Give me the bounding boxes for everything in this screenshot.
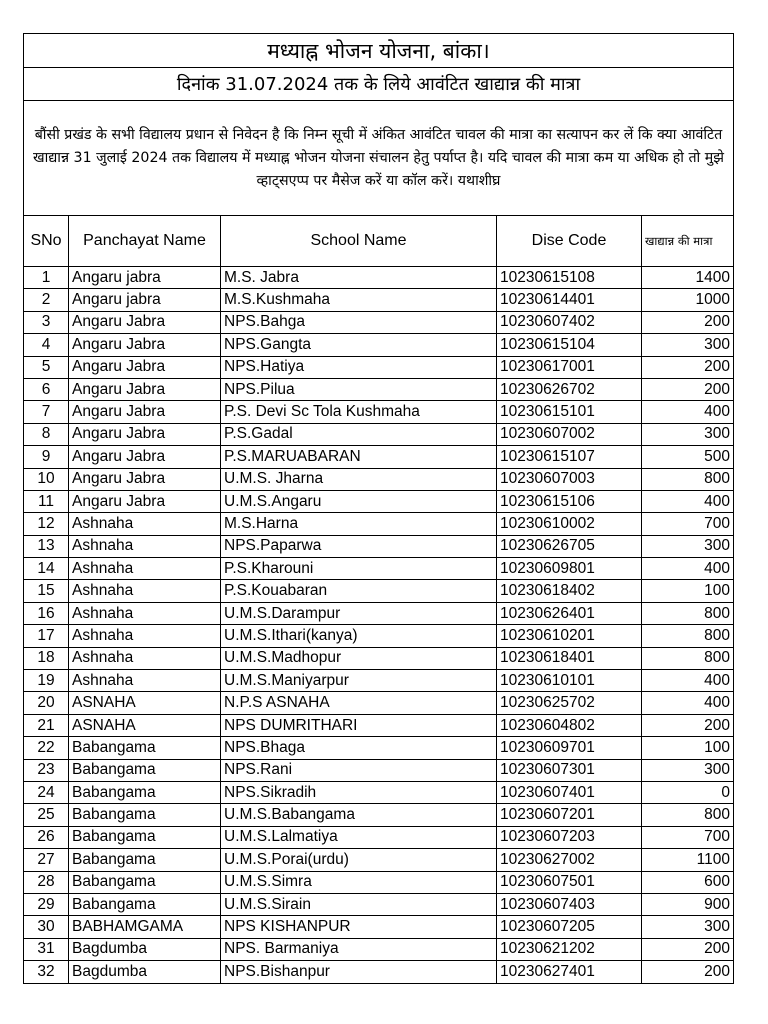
- cell-school: U.M.S.Angaru: [221, 490, 497, 512]
- cell-sno: 14: [24, 558, 69, 580]
- document-subtitle: दिनांक 31.07.2024 तक के लिये आवंटित खाद्यान्न की मात्रा: [24, 68, 734, 101]
- cell-school: N.P.S ASNAHA: [221, 692, 497, 714]
- cell-panchayat: Angaru Jabra: [69, 468, 221, 490]
- cell-school: NPS. Barmaniya: [221, 938, 497, 960]
- cell-dise-code: 10230607501: [497, 871, 642, 893]
- table-row: [24, 916, 734, 938]
- table-row: [24, 446, 734, 468]
- table-row: [24, 961, 734, 983]
- cell-quantity: 400: [642, 490, 734, 512]
- cell-dise-code: 10230607003: [497, 468, 642, 490]
- cell-sno: 13: [24, 535, 69, 557]
- cell-sno: 22: [24, 737, 69, 759]
- cell-sno: 18: [24, 647, 69, 669]
- cell-school: P.S. Devi Sc Tola Kushmaha: [221, 401, 497, 423]
- cell-panchayat: Ashnaha: [69, 580, 221, 602]
- cell-quantity: 400: [642, 692, 734, 714]
- cell-quantity: 900: [642, 893, 734, 915]
- cell-panchayat: Angaru Jabra: [69, 401, 221, 423]
- table-row: [24, 558, 734, 580]
- cell-dise-code: 10230626401: [497, 602, 642, 624]
- cell-sno: 16: [24, 602, 69, 624]
- cell-panchayat: Babangama: [69, 804, 221, 826]
- table-row: [24, 378, 734, 400]
- table-row: [24, 737, 734, 759]
- cell-panchayat: Babangama: [69, 893, 221, 915]
- table-row: [24, 781, 734, 803]
- cell-school: NPS DUMRITHARI: [221, 714, 497, 736]
- cell-panchayat: BABHAMGAMA: [69, 916, 221, 938]
- cell-quantity: 400: [642, 401, 734, 423]
- cell-school: P.S.Kouabaran: [221, 580, 497, 602]
- cell-sno: 11: [24, 490, 69, 512]
- cell-sno: 7: [24, 401, 69, 423]
- table-row: [24, 334, 734, 356]
- cell-dise-code: 10230607403: [497, 893, 642, 915]
- cell-school: P.S.Gadal: [221, 423, 497, 445]
- cell-quantity: 100: [642, 580, 734, 602]
- cell-dise-code: 10230609801: [497, 558, 642, 580]
- cell-sno: 10: [24, 468, 69, 490]
- cell-school: NPS.Sikradih: [221, 781, 497, 803]
- cell-school: U.M.S.Sirain: [221, 893, 497, 915]
- cell-panchayat: ASNAHA: [69, 714, 221, 736]
- cell-panchayat: Angaru Jabra: [69, 490, 221, 512]
- cell-dise-code: 10230614401: [497, 289, 642, 311]
- cell-panchayat: Babangama: [69, 737, 221, 759]
- cell-panchayat: Ashnaha: [69, 513, 221, 535]
- cell-dise-code: 10230607402: [497, 311, 642, 333]
- cell-sno: 19: [24, 670, 69, 692]
- table-row: [24, 849, 734, 871]
- cell-quantity: 300: [642, 916, 734, 938]
- cell-sno: 24: [24, 781, 69, 803]
- cell-panchayat: Babangama: [69, 826, 221, 848]
- table-row: [24, 625, 734, 647]
- table-row: [24, 759, 734, 781]
- cell-sno: 25: [24, 804, 69, 826]
- header-panchayat: Panchayat Name: [69, 216, 221, 267]
- cell-dise-code: 10230627401: [497, 961, 642, 983]
- cell-dise-code: 10230625702: [497, 692, 642, 714]
- cell-panchayat: Ashnaha: [69, 558, 221, 580]
- cell-panchayat: Babangama: [69, 781, 221, 803]
- cell-sno: 15: [24, 580, 69, 602]
- cell-quantity: 200: [642, 356, 734, 378]
- cell-dise-code: 10230615104: [497, 334, 642, 356]
- document-title: मध्याह्न भोजन योजना, बांका।: [24, 34, 734, 68]
- cell-school: NPS.Hatiya: [221, 356, 497, 378]
- cell-dise-code: 10230607401: [497, 781, 642, 803]
- cell-sno: 17: [24, 625, 69, 647]
- cell-panchayat: Angaru Jabra: [69, 311, 221, 333]
- table-row: [24, 356, 734, 378]
- cell-quantity: 1100: [642, 849, 734, 871]
- cell-quantity: 300: [642, 535, 734, 557]
- table-row: [24, 401, 734, 423]
- cell-school: M.S.Kushmaha: [221, 289, 497, 311]
- cell-dise-code: 10230609701: [497, 737, 642, 759]
- cell-quantity: 700: [642, 826, 734, 848]
- table-body: [24, 267, 734, 984]
- table-row: [24, 602, 734, 624]
- cell-sno: 4: [24, 334, 69, 356]
- cell-panchayat: Angaru jabra: [69, 289, 221, 311]
- cell-sno: 29: [24, 893, 69, 915]
- cell-panchayat: ASNAHA: [69, 692, 221, 714]
- table-row: [24, 804, 734, 826]
- cell-quantity: 800: [642, 804, 734, 826]
- table-row: [24, 893, 734, 915]
- cell-dise-code: 10230610101: [497, 670, 642, 692]
- table-row: [24, 267, 734, 289]
- cell-dise-code: 10230615101: [497, 401, 642, 423]
- allocation-table: [23, 33, 734, 984]
- cell-quantity: 200: [642, 311, 734, 333]
- cell-sno: 8: [24, 423, 69, 445]
- cell-school: U.M.S.Babangama: [221, 804, 497, 826]
- table-row: [24, 826, 734, 848]
- cell-dise-code: 10230604802: [497, 714, 642, 736]
- cell-panchayat: Ashnaha: [69, 670, 221, 692]
- cell-sno: 31: [24, 938, 69, 960]
- cell-panchayat: Ashnaha: [69, 647, 221, 669]
- cell-school: U.M.S.Lalmatiya: [221, 826, 497, 848]
- cell-dise-code: 10230621202: [497, 938, 642, 960]
- cell-quantity: 200: [642, 378, 734, 400]
- cell-dise-code: 10230610002: [497, 513, 642, 535]
- cell-panchayat: Angaru jabra: [69, 267, 221, 289]
- header-sno: SNo: [24, 216, 69, 267]
- cell-panchayat: Babangama: [69, 849, 221, 871]
- cell-panchayat: Babangama: [69, 871, 221, 893]
- table-row: [24, 423, 734, 445]
- cell-sno: 26: [24, 826, 69, 848]
- table-row: [24, 647, 734, 669]
- cell-sno: 1: [24, 267, 69, 289]
- cell-quantity: 200: [642, 938, 734, 960]
- cell-panchayat: Babangama: [69, 759, 221, 781]
- cell-quantity: 200: [642, 714, 734, 736]
- cell-sno: 5: [24, 356, 69, 378]
- cell-school: NPS.Rani: [221, 759, 497, 781]
- cell-dise-code: 10230627002: [497, 849, 642, 871]
- cell-dise-code: 10230626705: [497, 535, 642, 557]
- cell-dise-code: 10230615108: [497, 267, 642, 289]
- cell-quantity: 800: [642, 647, 734, 669]
- cell-school: NPS.Paparwa: [221, 535, 497, 557]
- cell-school: U.M.S.Madhopur: [221, 647, 497, 669]
- cell-panchayat: Angaru Jabra: [69, 334, 221, 356]
- cell-dise-code: 10230618401: [497, 647, 642, 669]
- table-row: [24, 670, 734, 692]
- table-row: [24, 468, 734, 490]
- cell-sno: 32: [24, 961, 69, 983]
- cell-school: NPS.Bishanpur: [221, 961, 497, 983]
- cell-quantity: 1000: [642, 289, 734, 311]
- header-row: [24, 216, 734, 267]
- cell-school: NPS.Bahga: [221, 311, 497, 333]
- cell-school: M.S. Jabra: [221, 267, 497, 289]
- cell-panchayat: Ashnaha: [69, 602, 221, 624]
- table-row: [24, 714, 734, 736]
- instruction-note: बौंसी प्रखंड के सभी विद्यालय प्रधान से निवेदन है कि निम्न सूची में अंकित आवंटित चावल की मात्रा का सत्यापन कर लें कि क्या आवंटित खाद्यान्न 31 जुलाई 2024 तक विद्यालय में मध्याह्न भोजन योजना संचालन हेतु पर्याप्त है। यदि चावल की मात्रा कम या अधिक हो तो मुझे व्हाट्सएप्प पर मैसेज करें या कॉल करें। यथाशीघ्र: [24, 101, 734, 216]
- cell-panchayat: Ashnaha: [69, 625, 221, 647]
- cell-school: U.M.S.Darampur: [221, 602, 497, 624]
- cell-quantity: 1400: [642, 267, 734, 289]
- cell-quantity: 800: [642, 602, 734, 624]
- cell-dise-code: 10230618402: [497, 580, 642, 602]
- header-quantity: खाद्यान्न की मात्रा: [642, 216, 734, 267]
- header-school: School Name: [221, 216, 497, 267]
- cell-dise-code: 10230615106: [497, 490, 642, 512]
- cell-school: NPS.Pilua: [221, 378, 497, 400]
- cell-quantity: 400: [642, 670, 734, 692]
- cell-quantity: 400: [642, 558, 734, 580]
- cell-sno: 27: [24, 849, 69, 871]
- cell-panchayat: Ashnaha: [69, 535, 221, 557]
- cell-dise-code: 10230607203: [497, 826, 642, 848]
- cell-school: U.M.S.Simra: [221, 871, 497, 893]
- cell-quantity: 800: [642, 468, 734, 490]
- cell-panchayat: Bagdumba: [69, 938, 221, 960]
- cell-school: M.S.Harna: [221, 513, 497, 535]
- cell-quantity: 300: [642, 423, 734, 445]
- cell-panchayat: Bagdumba: [69, 961, 221, 983]
- cell-school: U.M.S.Maniyarpur: [221, 670, 497, 692]
- cell-quantity: 100: [642, 737, 734, 759]
- cell-sno: 12: [24, 513, 69, 535]
- table-row: [24, 580, 734, 602]
- cell-quantity: 800: [642, 625, 734, 647]
- cell-school: P.S.MARUABARAN: [221, 446, 497, 468]
- cell-sno: 28: [24, 871, 69, 893]
- cell-dise-code: 10230610201: [497, 625, 642, 647]
- cell-school: NPS KISHANPUR: [221, 916, 497, 938]
- cell-sno: 2: [24, 289, 69, 311]
- cell-dise-code: 10230607201: [497, 804, 642, 826]
- cell-quantity: 300: [642, 759, 734, 781]
- cell-dise-code: 10230607002: [497, 423, 642, 445]
- cell-sno: 21: [24, 714, 69, 736]
- cell-school: P.S.Kharouni: [221, 558, 497, 580]
- cell-sno: 3: [24, 311, 69, 333]
- cell-sno: 23: [24, 759, 69, 781]
- cell-quantity: 600: [642, 871, 734, 893]
- cell-panchayat: Angaru Jabra: [69, 378, 221, 400]
- cell-quantity: 200: [642, 961, 734, 983]
- cell-dise-code: 10230615107: [497, 446, 642, 468]
- cell-quantity: 500: [642, 446, 734, 468]
- cell-quantity: 300: [642, 334, 734, 356]
- table-row: [24, 513, 734, 535]
- cell-dise-code: 10230607205: [497, 916, 642, 938]
- cell-sno: 30: [24, 916, 69, 938]
- cell-dise-code: 10230617001: [497, 356, 642, 378]
- table-row: [24, 289, 734, 311]
- cell-school: NPS.Bhaga: [221, 737, 497, 759]
- cell-school: U.M.S.Ithari(kanya): [221, 625, 497, 647]
- table-row: [24, 535, 734, 557]
- cell-quantity: 0: [642, 781, 734, 803]
- cell-school: U.M.S.Porai(urdu): [221, 849, 497, 871]
- header-dise: Dise Code: [497, 216, 642, 267]
- table-row: [24, 692, 734, 714]
- table-row: [24, 311, 734, 333]
- cell-sno: 6: [24, 378, 69, 400]
- cell-sno: 9: [24, 446, 69, 468]
- cell-panchayat: Angaru Jabra: [69, 423, 221, 445]
- cell-school: NPS.Gangta: [221, 334, 497, 356]
- cell-sno: 20: [24, 692, 69, 714]
- table-row: [24, 871, 734, 893]
- cell-dise-code: 10230607301: [497, 759, 642, 781]
- cell-panchayat: Angaru Jabra: [69, 356, 221, 378]
- table-row: [24, 490, 734, 512]
- cell-school: U.M.S. Jharna: [221, 468, 497, 490]
- table-row: [24, 938, 734, 960]
- cell-dise-code: 10230626702: [497, 378, 642, 400]
- cell-quantity: 700: [642, 513, 734, 535]
- cell-panchayat: Angaru Jabra: [69, 446, 221, 468]
